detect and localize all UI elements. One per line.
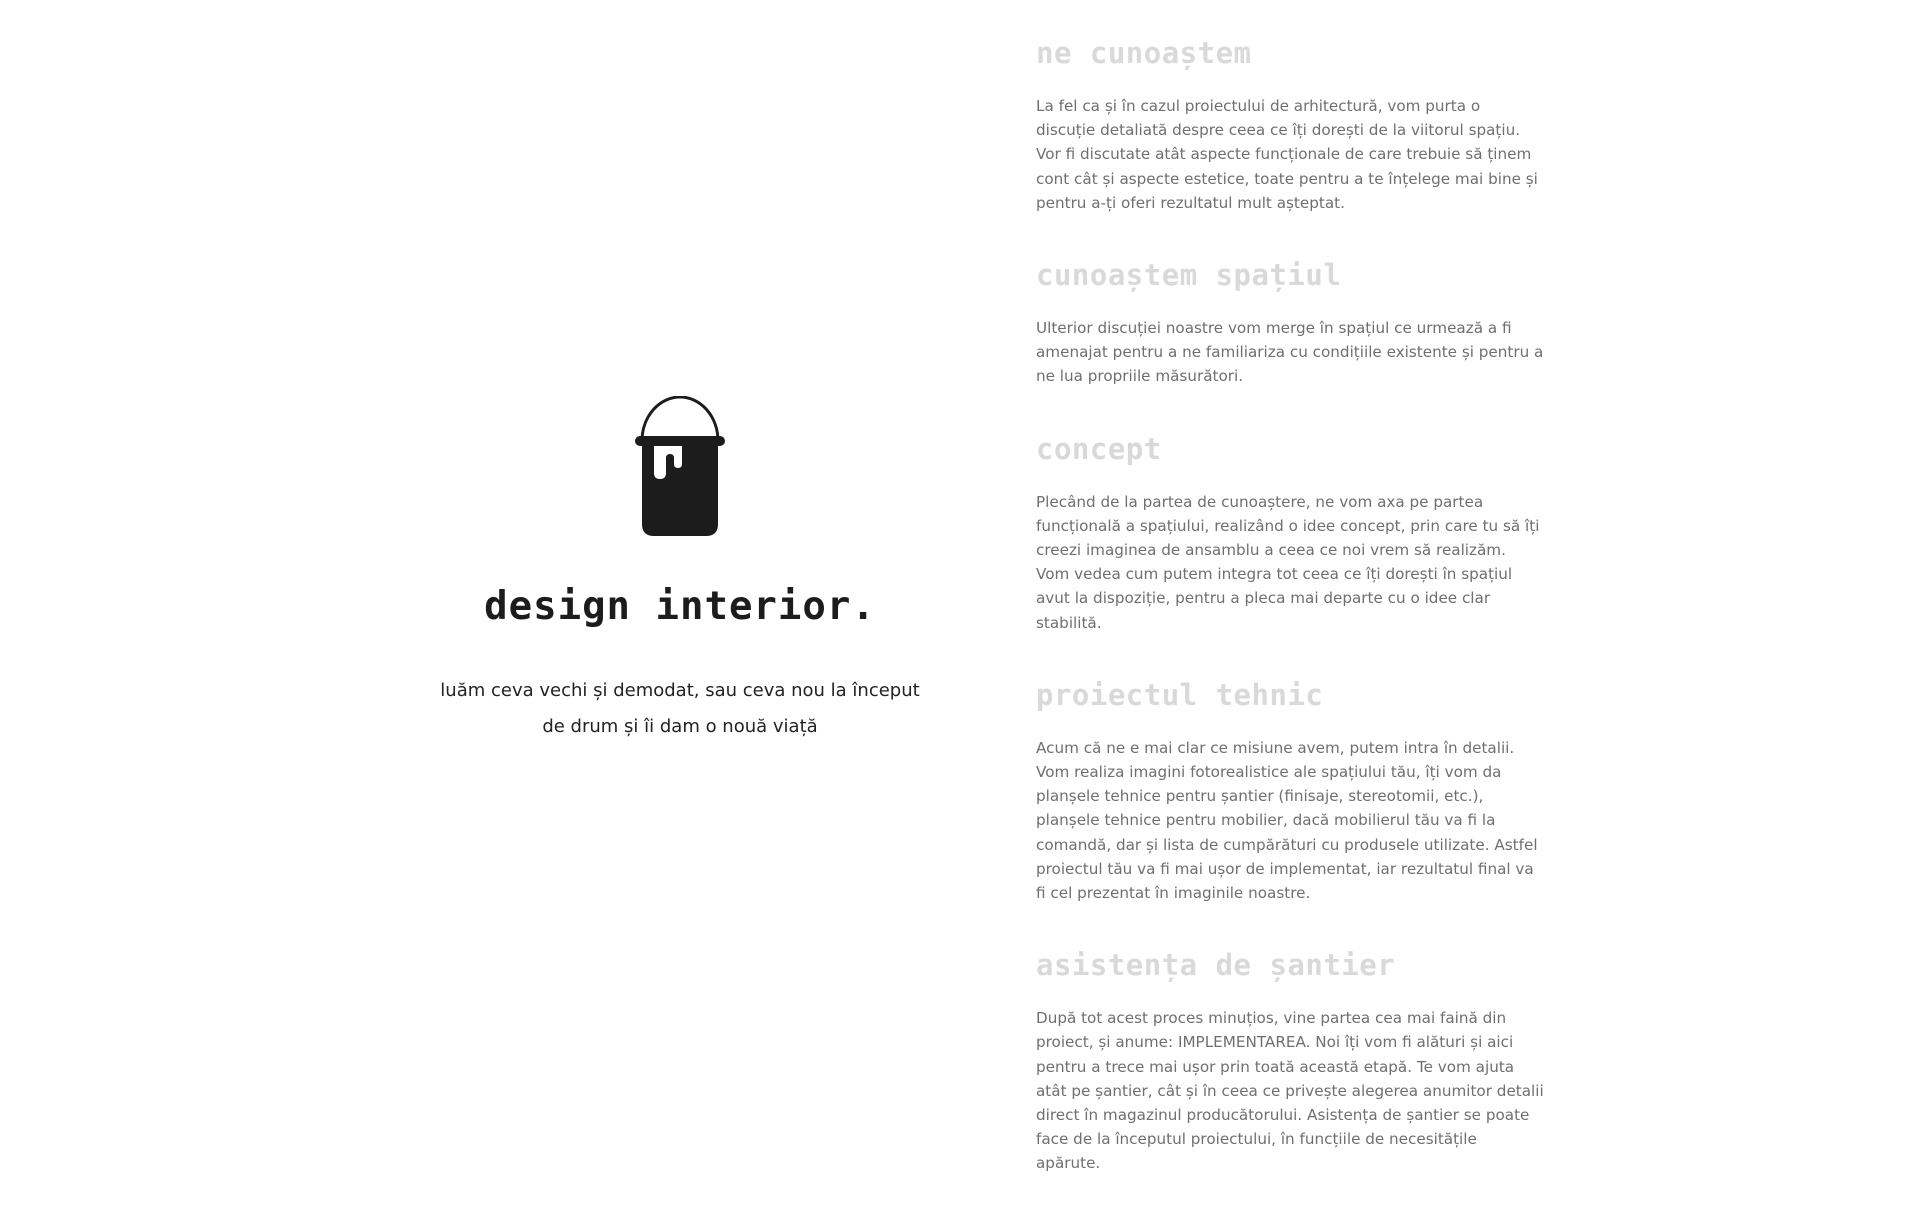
- page-title: design interior.: [484, 584, 876, 629]
- step-asistenta-de-santier: [1036, 948, 1544, 1175]
- step-text: Acum că ne e mai clar ce misiune avem, putem intra în detalii. Vom realiza imagini fotorealistice ale spațiului tău, îți vom da planșele tehnice pentru șantier (finisaje, stereotomii, etc.), planșele tehnice pentru mobilier, dacă mobilierul tău va fi la comandă, dar și lista de cumpărături cu produsele utilizate. Astfel proiectul tău va fi mai ușor de implementat, iar rezultatul final va fi cel prezentat în imaginile noastre.: [1036, 738, 1538, 903]
- subtitle-line-2: de drum și îi dam o nouă viață: [542, 716, 818, 737]
- step-proiectul-tehnic: [1036, 678, 1544, 905]
- paint-bucket-icon: [630, 396, 730, 536]
- step-heading: asistența de șantier: [1036, 948, 1396, 983]
- step-text: Ulterior discuției noastre vom merge în spațiul ce urmează a fi amenajat pentru a ne familiariza cu condițiile existente și pentru a ne lua propriile măsurători.: [1036, 319, 1544, 386]
- process-steps: [1036, 36, 1544, 1219]
- subtitle-line-1: luăm ceva vechi și demodat, sau ceva nou la început: [440, 680, 920, 701]
- page-subtitle: [440, 673, 920, 745]
- step-heading: ne cunoaștem: [1036, 36, 1252, 70]
- step-concept: [1036, 432, 1544, 635]
- step-text: După tot acest proces minuțios, vine partea cea mai faină din proiect, și anume: IMPLEMENTAREA. Noi îți vom fi alături și aici pentru a trece mai ușor prin toată această etapă. Te vom ajuta atât pe șantier, cât și în ceea ce privește alegerea anumitor detalii direct în magazinul producătorului. Asistența de șantier se poate face de la începutul proiectului, în funcțiile de necesitățile apărute.: [1036, 1009, 1544, 1173]
- step-heading: concept: [1036, 431, 1162, 466]
- hero-block: [440, 396, 920, 745]
- step-heading: cunoaștem spațiul: [1036, 258, 1342, 293]
- step-text: La fel ca și în cazul proiectului de arhitectură, vom purta o discuție detaliată despre ceea ce îți dorești de la viitorul spațiu. Vor fi discutate atât aspecte funcționale de care trebuie să ținem cont cât și aspecte estetice, toate pentru a te înțelege mai bine și pentru a-ți oferi rezultatul mult așteptat.: [1036, 97, 1538, 212]
- step-ne-cunoastem: [1036, 36, 1544, 215]
- step-cunoastem-spatiul: [1036, 258, 1544, 389]
- step-heading: proiectul tehnic: [1036, 677, 1324, 712]
- step-text: Plecând de la partea de cunoaștere, ne vom axa pe partea funcțională a spațiului, realizând o idee concept, prin care tu să îți creezi imaginea de ansamblu a ceea ce noi vrem să realizăm. Vom vedea cum putem integra tot ceea ce îți dorești în spațiul avut la dispoziție, pentru a pleca mai departe cu o idee clar stabilită.: [1036, 492, 1540, 632]
